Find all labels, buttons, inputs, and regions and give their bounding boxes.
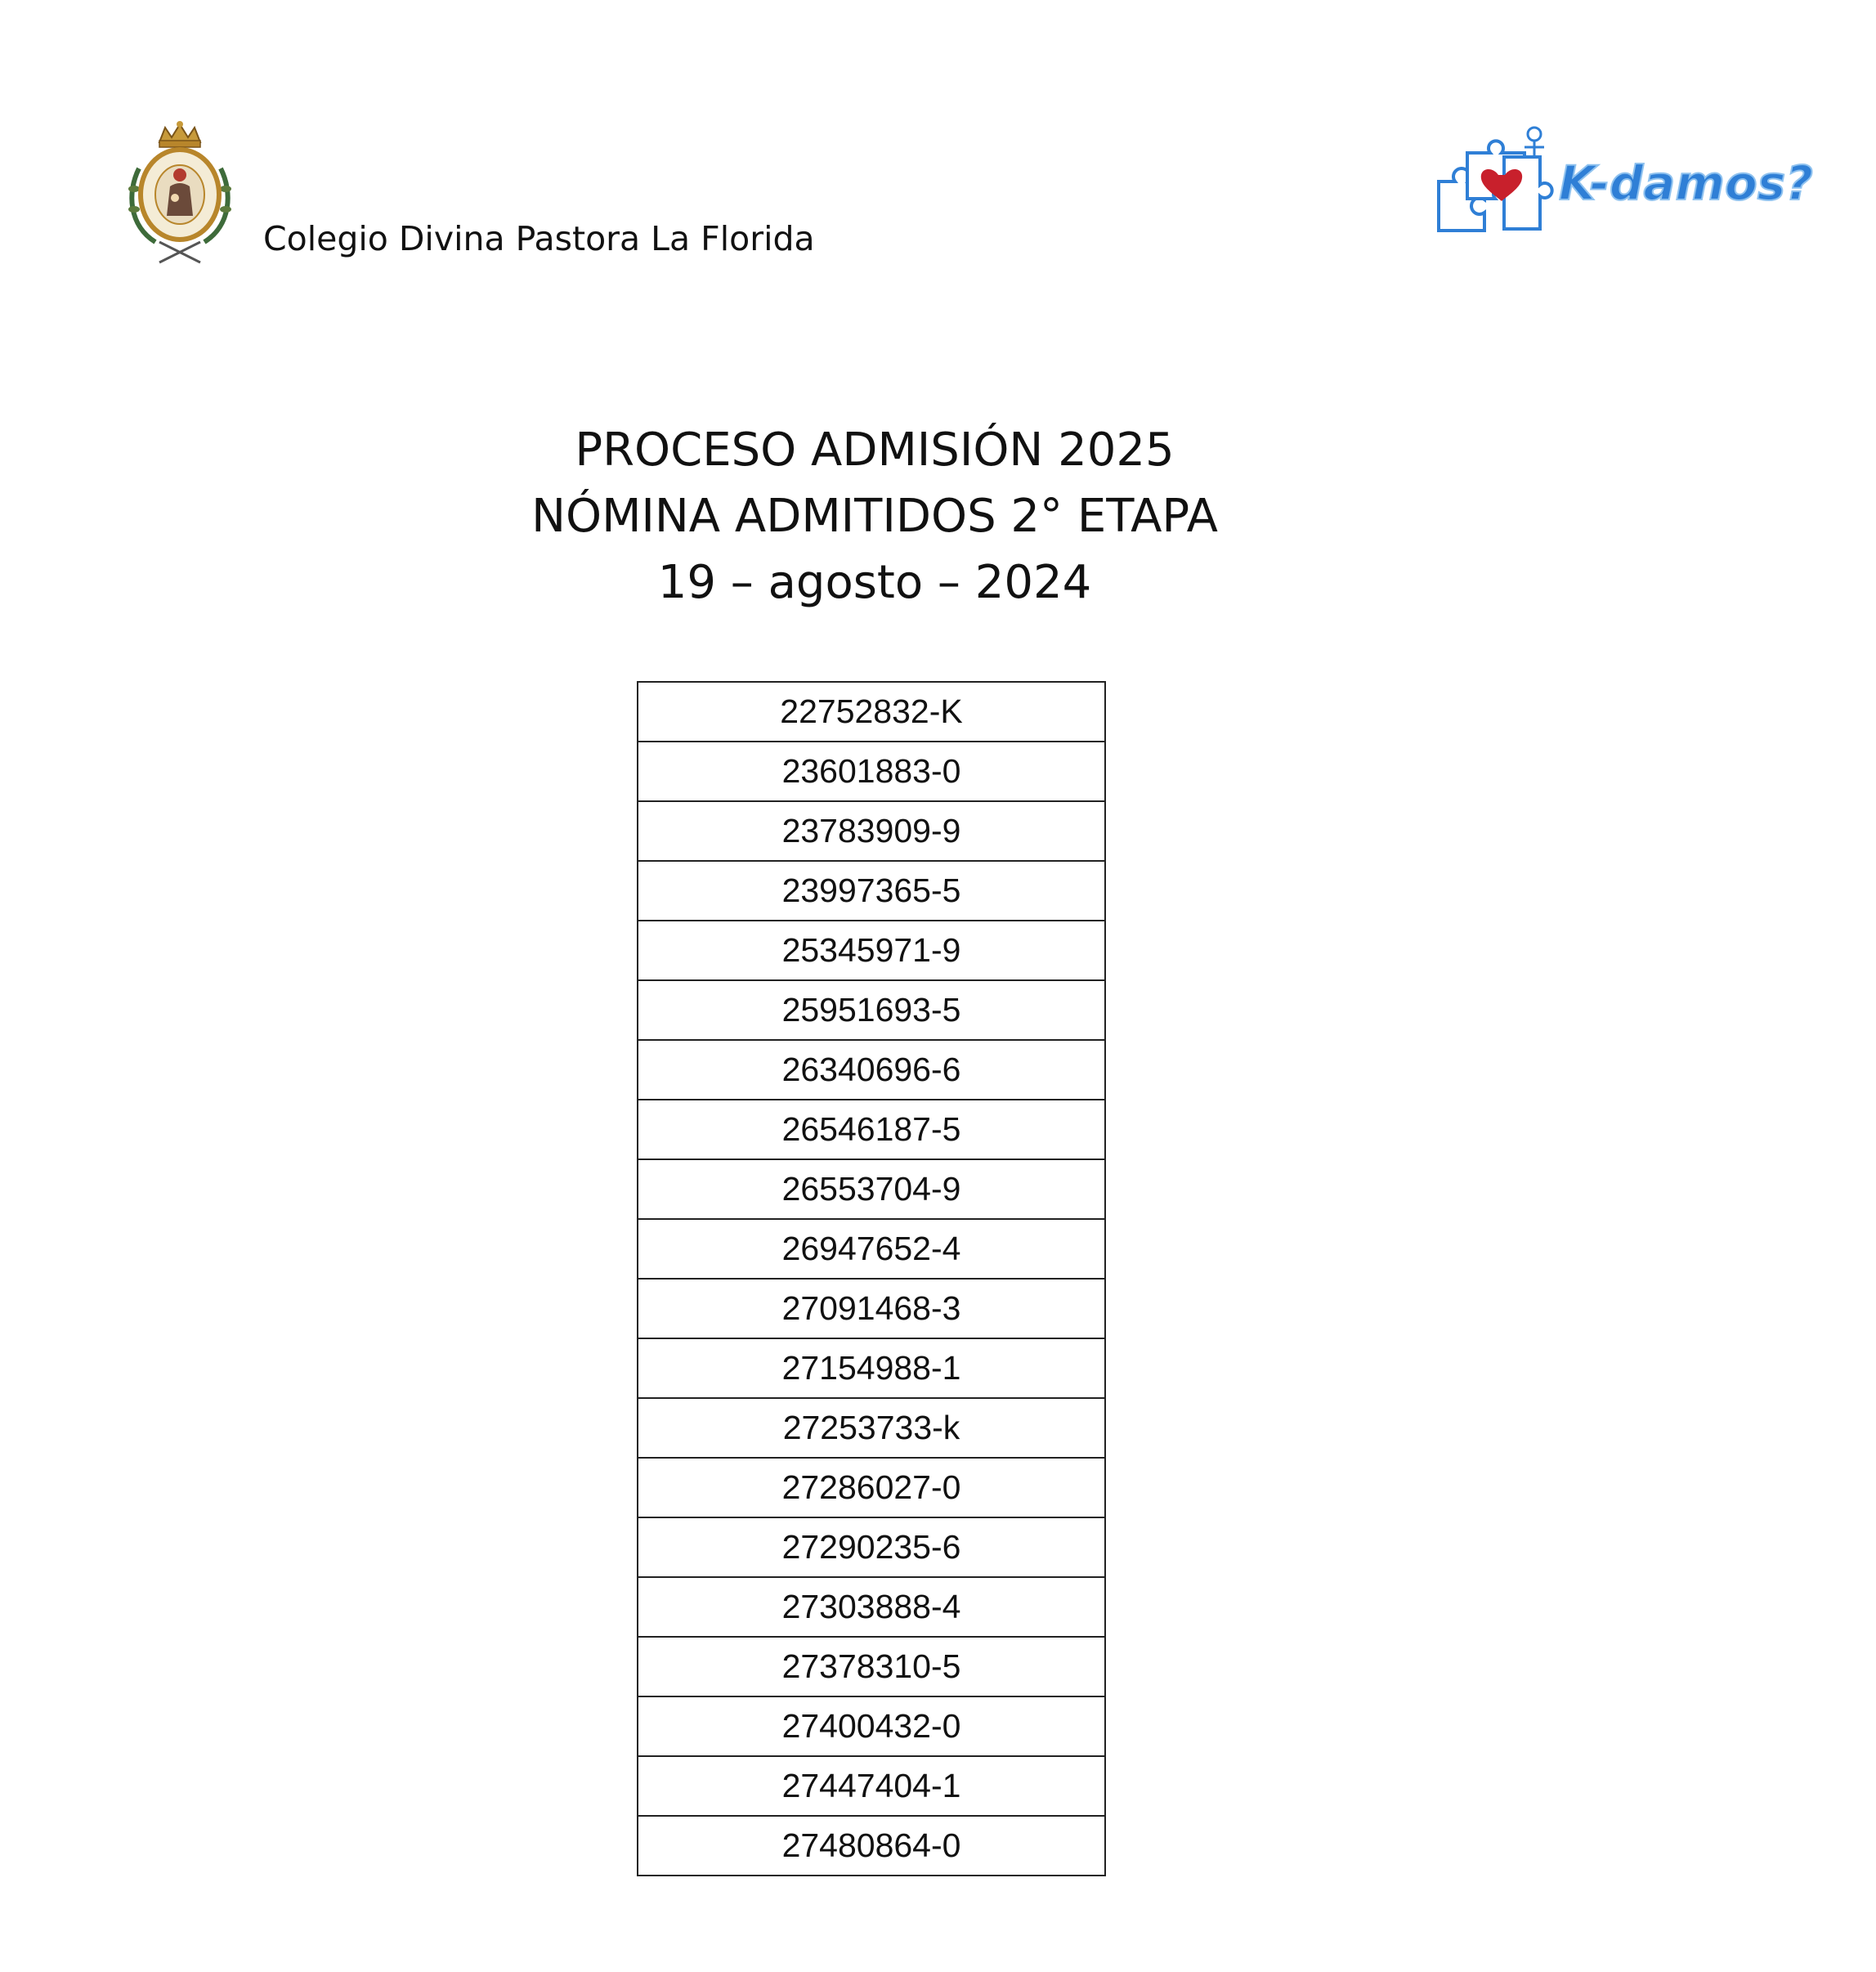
table-row <box>638 1816 1105 1876</box>
school-name: Colegio Divina Pastora La Florida <box>263 219 815 258</box>
rut-cell: 23783909-9 <box>638 801 1105 861</box>
table-row <box>638 1040 1105 1100</box>
rut-cell: 26340696-6 <box>638 1040 1105 1100</box>
kdamos-logo <box>1435 124 1813 239</box>
table-row <box>638 1279 1105 1338</box>
rut-cell: 22752832-K <box>638 682 1105 742</box>
table-row <box>638 1577 1105 1637</box>
table-row <box>638 921 1105 980</box>
table-row <box>638 1159 1105 1219</box>
rut-cell: 27091468-3 <box>638 1279 1105 1338</box>
rut-cell: 25345971-9 <box>638 921 1105 980</box>
rut-cell: 27154988-1 <box>638 1338 1105 1398</box>
rut-cell: 27447404-1 <box>638 1756 1105 1816</box>
rut-cell: 27290235-6 <box>638 1517 1105 1577</box>
document-title <box>0 417 1749 616</box>
title-admitted-list: NÓMINA ADMITIDOS 2° ETAPA <box>531 490 1218 543</box>
rut-cell: 27286027-0 <box>638 1458 1105 1517</box>
table-row <box>638 1637 1105 1696</box>
school-crest-logo <box>123 119 237 262</box>
table-row <box>638 801 1105 861</box>
kdamos-logo-text: K-damos? <box>1559 155 1813 211</box>
rut-cell: 23601883-0 <box>638 742 1105 801</box>
rut-cell: 27480864-0 <box>638 1816 1105 1876</box>
rut-cell: 23997365-5 <box>638 861 1105 921</box>
table-row <box>638 1696 1105 1756</box>
table-row <box>638 1338 1105 1398</box>
rut-cell: 26546187-5 <box>638 1100 1105 1159</box>
table-row <box>638 682 1105 742</box>
title-process: PROCESO ADMISIÓN 2025 <box>575 424 1175 477</box>
rut-cell: 26553704-9 <box>638 1159 1105 1219</box>
title-date: 19 – agosto – 2024 <box>657 556 1092 609</box>
table-row <box>638 980 1105 1040</box>
rut-cell: 27378310-5 <box>638 1637 1105 1696</box>
table-row <box>638 1756 1105 1816</box>
table-row <box>638 861 1105 921</box>
rut-cell: 26947652-4 <box>638 1219 1105 1279</box>
rut-cell: 25951693-5 <box>638 980 1105 1040</box>
admitted-table <box>637 681 1106 1876</box>
table-row <box>638 1458 1105 1517</box>
rut-cell: 27253733-k <box>638 1398 1105 1458</box>
rut-cell: 27303888-4 <box>638 1577 1105 1637</box>
table-row <box>638 742 1105 801</box>
table-row <box>638 1100 1105 1159</box>
table-row <box>638 1219 1105 1279</box>
rut-cell: 27400432-0 <box>638 1696 1105 1756</box>
table-row <box>638 1517 1105 1577</box>
table-row <box>638 1398 1105 1458</box>
